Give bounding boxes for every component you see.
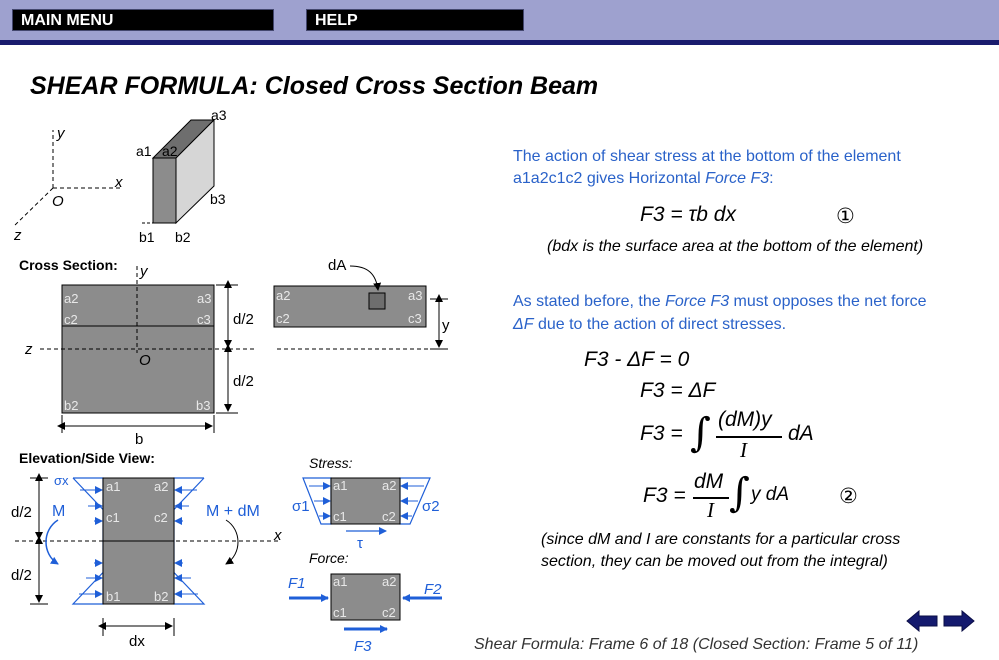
axis-y-label: y [57,125,65,142]
stress-label: Stress: [309,455,353,471]
page-title: SHEAR FORMULA: Closed Cross Section Beam [30,72,599,100]
elev-a1: a1 [106,479,121,494]
elev-x-label: x [274,527,282,544]
label-a2-3d: a2 [162,143,178,159]
F2-label: F2 [424,581,442,598]
para2-line2-pre: ΔF [513,316,534,333]
stress-arrows-right [175,490,198,594]
elev-a2: a2 [154,479,169,494]
se-a1: a1 [333,478,348,493]
integral-sign-2: ∫ [729,470,750,516]
equation-4-numerator: (dM)y [718,408,772,431]
fe-c2: c2 [382,605,396,620]
strip-a3: a3 [408,288,423,303]
se-a2: a2 [382,478,397,493]
cs-a3: a3 [197,291,212,306]
dim-d-half-bottom: d/2 [233,373,254,390]
equation-4-denominator: I [740,438,747,462]
elev-b1: b1 [106,589,121,604]
equation-5-lhs: F3 = [643,484,686,507]
axes-3d [14,130,120,226]
strip-rect [274,286,426,327]
para2-line1-post: must opposes the net force [729,293,927,310]
moment-M-label: M [52,503,66,520]
dim-d-half-top: d/2 [233,311,254,328]
se-c1: c1 [333,509,347,524]
cross-z-label: z [25,341,33,358]
cs-a2: a2 [64,291,79,306]
tau-label: τ [357,535,363,552]
moment-right-arrow [226,520,238,564]
label-a1-3d: a1 [136,143,152,159]
elev-d-half-top: d/2 [11,504,32,521]
main-menu-button[interactable]: MAIN MENU [12,9,274,31]
equation-2: F3 - ΔF = 0 [584,348,690,371]
strip-a2: a2 [276,288,291,303]
help-button[interactable]: HELP [306,9,524,31]
cross-y-label: y [140,263,148,280]
strip-c2: c2 [276,311,290,326]
dim-b: b [135,431,144,448]
label-a3-3d: a3 [211,108,227,123]
fe-a2: a2 [382,574,397,589]
equation-5-numerator: dM [694,470,724,493]
right-arrow-icon[interactable] [943,610,975,632]
left-arrow-icon[interactable] [906,610,938,632]
elev-c2: c2 [154,510,168,525]
dim-y: y [442,317,450,334]
element-3d-block [142,120,214,223]
dA-label: dA [328,257,347,274]
dA-square [369,293,385,309]
para2-line1-force: Force F3 [665,293,730,310]
equation-1: F3 = τb dx [640,203,736,226]
equation-4-fraction-bar [716,436,782,438]
elev-b2: b2 [154,589,169,604]
para2-line2-post: due to the action of direct stresses. [533,316,787,333]
para2-line1-pre: As stated before, the [513,293,666,310]
para2-line2 [513,314,786,336]
fe-a1: a1 [333,574,348,589]
para1-line2-pre: a1a2c1c2 gives Horizontal [513,170,706,187]
label-b1-3d: b1 [139,229,155,245]
footer-frame-info: Shear Formula: Frame 6 of 18 (Closed Section: Frame 5 of 11) [474,636,919,653]
top-divider [0,40,999,45]
note-1: (bdx is the surface area at the bottom of the element) [547,238,924,255]
note-2-line2: section, they can be moved out from the integral) [541,553,888,570]
F3-label: F3 [354,638,372,655]
cs-b2: b2 [64,398,79,413]
elevation-label: Elevation/Side View: [19,450,155,466]
elev-c1: c1 [106,510,120,525]
F1-label: F1 [288,575,306,592]
moment-M-dM-label: M + dM [206,503,260,520]
label-b2-3d: b2 [175,229,191,245]
cross-origin-label: O [139,352,151,369]
moment-left-arrow [46,520,58,564]
axis-z-label: z [14,227,22,244]
cross-section-label: Cross Section: [19,257,118,273]
integral-sign-1: ∫ [690,410,711,456]
sigma1-label: σ1 [292,498,310,515]
para1-line1: The action of shear stress at the bottom of the element [513,148,901,165]
label-b3-3d: b3 [210,191,226,207]
sigma2-label: σ2 [422,498,440,515]
equation-5-denominator: I [707,498,714,522]
cs-c3: c3 [197,312,211,327]
cs-c2: c2 [64,312,78,327]
note-2-line1: (since dM and I are constants for a particular cross [541,531,901,548]
sigma-x-label: σx [54,473,69,488]
axis-x-label: x [115,174,123,191]
equation-4-tail: dA [788,422,814,445]
stress-arrows-left [79,490,102,594]
origin-label: O [52,193,64,210]
equation-1-number: ① [836,205,855,228]
se-c2: c2 [382,509,396,524]
equation-5-number: ② [839,485,858,508]
para1-line2-force: Force F3 [705,170,770,187]
para1-line2: a1a2c1c2 gives Horizontal Force F3: [513,170,774,187]
equation-3: F3 = ΔF [640,379,716,402]
beam-diagram [0,108,470,658]
fe-c1: c1 [333,605,347,620]
elev-d-half-bottom: d/2 [11,567,32,584]
equation-4-lhs: F3 = [640,422,683,445]
force-label: Force: [309,550,349,566]
dim-dx: dx [129,633,145,650]
cs-b3: b3 [196,398,211,413]
strip-c3: c3 [408,311,422,326]
para2-line1 [513,291,927,313]
equation-5-tail: y dA [751,484,790,505]
